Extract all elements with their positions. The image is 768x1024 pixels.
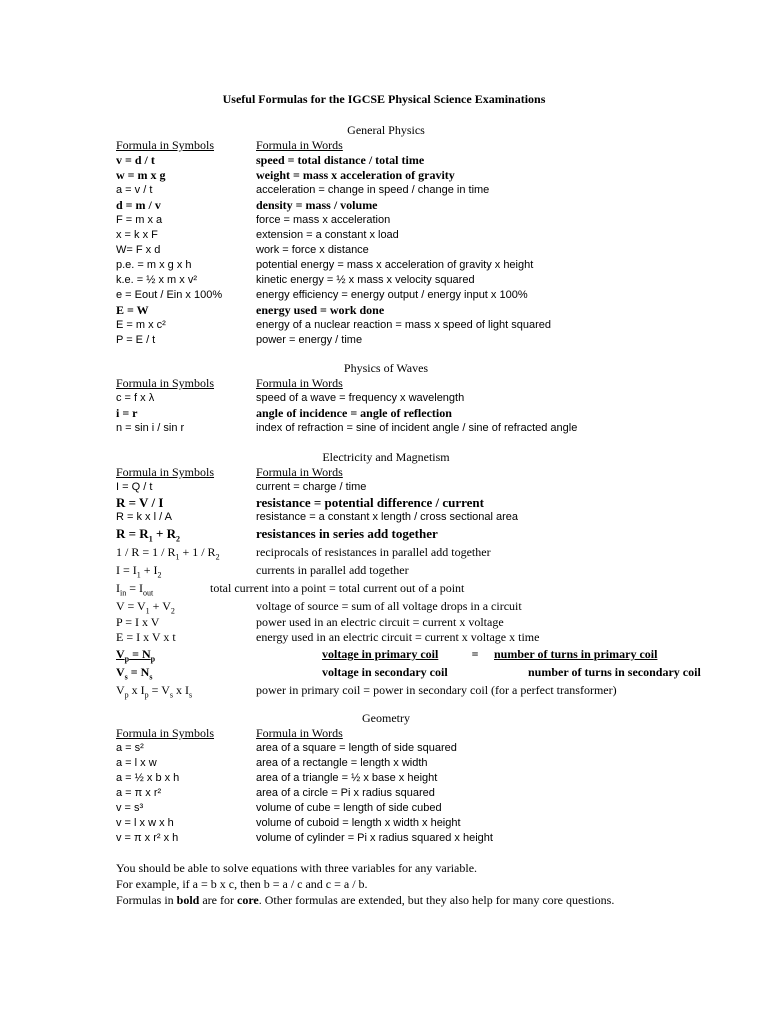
- section-heading: Geometry: [362, 711, 410, 725]
- header-words: Formula in Words: [256, 726, 343, 740]
- formula-row: [116, 816, 676, 831]
- formula-row: [116, 421, 676, 436]
- formula-symbols: E = W: [116, 303, 149, 317]
- formula-words: work = force x distance: [256, 244, 369, 256]
- formula-words: speed of a wave = frequency x wavelength: [256, 392, 465, 404]
- formula-row: $V_p$ x $I_p = V_s$ x $I_s$ power in primary coil = power in secondary coil (for a perfect transformer): [116, 683, 617, 700]
- formula-symbols: a = π x r²: [116, 787, 162, 799]
- formula-words: index of refraction = sine of incident angle / sine of refracted angle: [256, 422, 578, 434]
- transformer-row-primary: $V_p = N_p$ voltage in primary coil = number of turns in primary coil: [116, 647, 658, 664]
- formula-words: volume of cuboid = length x width x height: [256, 817, 461, 829]
- formula-row: [116, 183, 676, 198]
- formula-symbols: v = d / t: [116, 153, 155, 167]
- formula-symbols: k.e. = ½ x m x v²: [116, 274, 197, 286]
- formula-words: volume of cube = length of side cubed: [256, 802, 442, 814]
- formula-words: area of a triangle = ½ x base x height: [256, 772, 438, 784]
- formula-words: kinetic energy = ½ x mass x velocity squared: [256, 274, 475, 286]
- formula-row: $1 / R = 1 / R_1 + 1 / R_2$ reciprocals of resistances in parallel add together: [116, 545, 491, 562]
- formula-row: P = I x V power used in an electric circuit = current x voltage: [116, 615, 504, 629]
- formula-row: [116, 273, 676, 288]
- transformer-row-secondary: $V_s = N_s$ voltage in secondary coil number of turns in secondary coil: [116, 665, 701, 682]
- formula-symbols: a = l x w: [116, 757, 157, 769]
- formula-symbols: a = s²: [116, 742, 144, 754]
- formula-symbols: F = m x a: [116, 214, 163, 226]
- formula-row: [116, 228, 676, 243]
- formula-row: [116, 168, 676, 183]
- formula-symbols: w = m x g: [116, 168, 166, 182]
- section-geometry: [116, 710, 676, 846]
- formula-symbols: a = ½ x b x h: [116, 772, 180, 784]
- formula-row: [116, 213, 676, 228]
- section-electricity: [116, 450, 701, 700]
- header-words: Formula in Words: [256, 465, 343, 479]
- formula-symbols: v = l x w x h: [116, 817, 174, 829]
- formula-row: [116, 406, 676, 421]
- header-symbols: Formula in Symbols: [116, 726, 215, 740]
- column-headers: [116, 138, 676, 153]
- section-heading: Electricity and Magnetism: [322, 450, 450, 464]
- formula-row: I = Q / t current = charge / time: [116, 481, 367, 493]
- formula-words: area of a square = length of side squared: [256, 742, 457, 754]
- formula-symbols: e = Eout / Ein x 100%: [116, 289, 223, 301]
- formula-words: power = energy / time: [256, 334, 363, 346]
- formula-symbols: E = m x c²: [116, 319, 166, 331]
- formula-symbols: a = v / t: [116, 184, 153, 196]
- formula-row: [116, 318, 676, 333]
- formula-words: angle of incidence = angle of reflection: [256, 406, 452, 420]
- formula-row: [116, 391, 676, 406]
- formula-symbols: p.e. = m x g x h: [116, 259, 192, 271]
- note-line: You should be able to solve equations with three variables for any variable.: [116, 861, 478, 875]
- header-words: Formula in Words: [256, 376, 343, 390]
- formula-row: R = V / I resistance = potential difference / current: [116, 495, 484, 510]
- formula-words: speed = total distance / total time: [256, 153, 425, 167]
- formula-symbols: x = k x F: [116, 229, 158, 241]
- formula-row: [116, 801, 676, 816]
- section-heading: General Physics: [347, 123, 425, 137]
- formula-row: [116, 288, 676, 303]
- formula-words: force = mass x acceleration: [256, 214, 391, 226]
- formula-words: area of a circle = Pi x radius squared: [256, 787, 435, 799]
- formula-symbols: c = f x λ: [116, 392, 155, 404]
- formula-symbols: v = π x r² x h: [116, 832, 179, 844]
- formula-words: weight = mass x acceleration of gravity: [256, 168, 455, 182]
- formula-row: $V = V_1 + V_2$ voltage of source = sum of all voltage drops in a circuit: [116, 599, 522, 616]
- formula-words: potential energy = mass x acceleration of gravity x height: [256, 259, 534, 271]
- footer-notes: [116, 860, 656, 908]
- formula-row: E = I x V x t energy used in an electric circuit = current x voltage x time: [116, 630, 540, 644]
- formula-row: [116, 756, 676, 771]
- note-line: Formulas in bold are for core. Other formulas are extended, but they also help for many core questions.: [116, 893, 615, 907]
- header-symbols: Formula in Symbols: [116, 465, 215, 479]
- formula-words: area of a rectangle = length x width: [256, 757, 428, 769]
- column-headers: [116, 726, 676, 741]
- formula-row: [116, 198, 676, 213]
- column-headers: [116, 465, 676, 480]
- formula-symbols: W= F x d: [116, 244, 161, 256]
- formula-words: extension = a constant x load: [256, 229, 399, 241]
- section-waves: [116, 361, 676, 436]
- formula-row: [116, 303, 676, 318]
- formula-words: volume of cylinder = Pi x radius squared x height: [256, 832, 493, 844]
- formula-symbols: v = s³: [116, 802, 144, 814]
- formula-row: [116, 786, 676, 801]
- section-heading: Physics of Waves: [343, 361, 429, 375]
- formula-row: $I = I_1 + I_2$ currents in parallel add together: [116, 563, 409, 580]
- page-title: Useful Formulas for the IGCSE Physical Science Examinations: [222, 92, 546, 106]
- formula-symbols: d = m / v: [116, 198, 161, 212]
- formula-row: [116, 243, 676, 258]
- formula-symbols: i = r: [116, 406, 138, 420]
- formula-symbols: n = sin i / sin r: [116, 422, 185, 434]
- formula-row: [116, 831, 676, 846]
- formula-row: [116, 258, 676, 273]
- formula-words: acceleration = change in speed / change in time: [256, 184, 490, 196]
- formula-symbols: P = E / t: [116, 334, 156, 346]
- formula-row: $I_{in} = I_{out}$ total current into a point = total current out of a point: [116, 581, 465, 598]
- column-headers: [116, 376, 676, 391]
- formula-words: density = mass / volume: [256, 198, 378, 212]
- formula-row: [116, 771, 676, 786]
- note-line: For example, if a = b x c, then b = a / c and c = a / b.: [116, 877, 368, 891]
- formula-row: [116, 333, 676, 348]
- formula-row: [116, 741, 676, 756]
- formula-words: energy efficiency = energy output / energy input x 100%: [256, 289, 528, 301]
- formula-words: energy used = work done: [256, 303, 385, 317]
- header-symbols: Formula in Symbols: [116, 138, 215, 152]
- formula-row: $R = R_1 + R_2$ resistances in series add together: [116, 526, 438, 544]
- section-general-physics: [116, 122, 676, 348]
- formula-row: [116, 153, 676, 168]
- formula-words: energy of a nuclear reaction = mass x speed of light squared: [256, 319, 552, 331]
- formula-row: R = k x l / A resistance = a constant x length / cross sectional area: [116, 511, 519, 523]
- header-words: Formula in Words: [256, 138, 343, 152]
- header-symbols: Formula in Symbols: [116, 376, 215, 390]
